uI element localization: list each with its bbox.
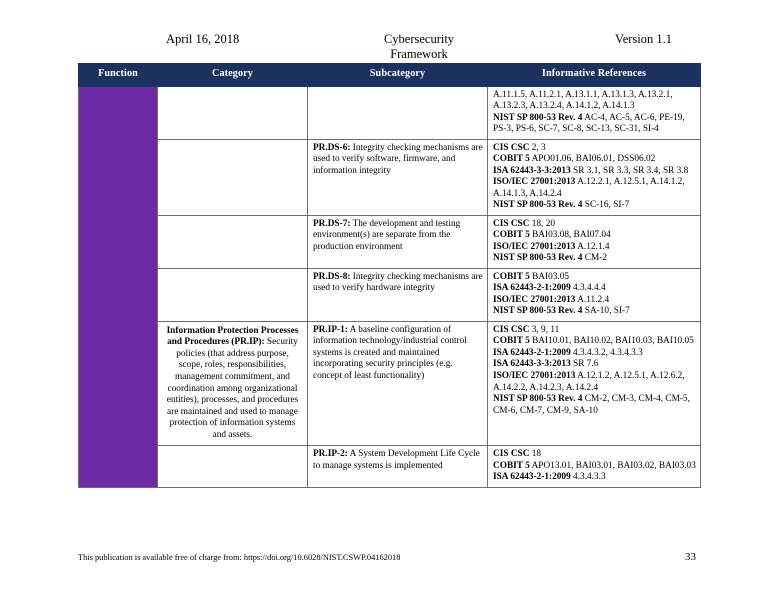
subcategory-cell: PR.DS-7: The development and testing environment(s) are separate from the production environment (308, 215, 488, 268)
category-cell (158, 86, 308, 139)
page-footer (78, 551, 700, 563)
table-row (79, 321, 701, 445)
reference-line: NIST SP 800-53 Rev. 4 CM-2, CM-3, CM-4, CM-5, CM-6, CM-7, CM-9, SA-10 (493, 394, 690, 416)
subcategory-id: PR.DS-8: (313, 271, 351, 282)
reference-standard: CIS CSC (493, 218, 530, 229)
category-id: Information Protection Processes and Procedures (PR.IP): (166, 325, 299, 348)
reference-line: ISA 62443-2-1:2009 4.3.4.3.2, 4.3.4.3.3 (493, 347, 643, 358)
reference-line: NIST SP 800-53 Rev. 4 SA-10, SI-7 (493, 306, 630, 317)
category-cell (158, 139, 308, 215)
subcategory-cell: PR.DS-8: Integrity checking mechanisms are used to verify hardware integrity (308, 268, 488, 321)
reference-line: COBIT 5 APO13.01, BAI03.01, BAI03.02, BAI03.03 (493, 460, 696, 471)
function-cell-protect (79, 86, 158, 487)
subcategory-cell (308, 86, 488, 139)
table-row (79, 446, 701, 488)
reference-line: A.11.1.5, A.11.2.1, A.13.1.1, A.13.1.3, A.13.2.1, A.13.2.3, A.13.2.4, A.14.1.2, A.14.1.3 (493, 89, 673, 112)
reference-standard: NIST SP 800-53 Rev. 4 (493, 306, 583, 317)
table-row (79, 268, 701, 321)
informative-references-cell (488, 86, 701, 139)
reference-line: ISA 62443-3-3:2013 SR 7.6 (493, 359, 599, 370)
cybersecurity-framework-table (78, 63, 701, 488)
reference-line: NIST SP 800-53 Rev. 4 AC-4, AC-5, AC-6, PE-19, PS-3, PS-6, SC-7, SC-8, SC-13, SC-31, SI-4 (493, 112, 685, 135)
table-row (79, 86, 701, 139)
reference-standard: ISA 62443-3-3:2013 (493, 165, 571, 176)
table-body (79, 86, 701, 487)
column-header-function: Function (79, 64, 158, 87)
table-row (79, 139, 701, 215)
reference-standard: NIST SP 800-53 Rev. 4 (493, 394, 583, 405)
reference-standard: CIS CSC (493, 324, 530, 335)
reference-line: COBIT 5 BAI03.08, BAI07.04 (493, 230, 611, 241)
reference-standard: ISA 62443-3-3:2013 (493, 359, 571, 370)
column-header-category: Category (158, 64, 308, 87)
running-head (78, 32, 700, 61)
category-cell (158, 268, 308, 321)
reference-standard: COBIT 5 (493, 230, 530, 241)
subcategory-cell: PR.DS-6: Integrity checking mechanisms are used to verify software, firmware, and information integrity (308, 139, 488, 215)
column-header-subcategory: Subcategory (308, 64, 488, 87)
reference-line: CIS CSC 18 (493, 449, 542, 460)
reference-line: ISO/IEC 27001:2013 A.12.1.2, A.12.5.1, A.12.6.2, A.14.2.2, A.14.2.3, A.14.2.4 (493, 370, 685, 393)
reference-standard: ISO/IEC 27001:2013 (493, 294, 576, 305)
reference-line: COBIT 5 BAI03.05 (493, 271, 570, 282)
table-row (79, 215, 701, 268)
column-header-references: Informative References (488, 64, 701, 87)
subcategory-cell: PR.IP-1: A baseline configuration of information technology/industrial control systems is created and maintained incorporating security principles (e.g. concept of least functionality) (308, 321, 488, 445)
subcategory-id: PR.DS-6: (313, 142, 351, 153)
subcategory-id: PR.IP-2: (313, 449, 348, 460)
category-cell (158, 215, 308, 268)
subcategory-id: PR.IP-1: (313, 324, 348, 335)
reference-line: CIS CSC 2, 3 (493, 142, 546, 153)
reference-standard: COBIT 5 (493, 271, 530, 282)
reference-line: CIS CSC 3, 9, 11 (493, 324, 560, 335)
running-head-date: April 16, 2018 (166, 32, 240, 46)
subcategory-cell: PR.IP-2: A System Development Life Cycle to manage systems is implemented (308, 446, 488, 488)
reference-standard: COBIT 5 (493, 460, 530, 471)
footer-doi-note: This publication is available free of charge from: https://doi.org/10.6028/NIST.CSWP.04162018 (78, 553, 401, 562)
reference-standard: ISA 62443-2-1:2009 (493, 347, 571, 358)
informative-references-cell (488, 446, 701, 488)
reference-standard: COBIT 5 (493, 154, 530, 165)
reference-standard: ISO/IEC 27001:2013 (493, 370, 576, 381)
reference-standard: CIS CSC (493, 142, 530, 153)
running-head-title: Cybersecurity Framework (383, 32, 455, 61)
table-header-row (79, 64, 701, 87)
reference-standard: ISO/IEC 27001:2013 (493, 177, 576, 188)
reference-standard: ISO/IEC 27001:2013 (493, 241, 576, 252)
reference-line: NIST SP 800-53 Rev. 4 SC-16, SI-7 (493, 200, 630, 211)
reference-standard: ISA 62443-2-1:2009 (493, 283, 571, 294)
reference-line: COBIT 5 BAI10.01, BAI10.02, BAI10.03, BAI10.05 (493, 336, 694, 347)
category-cell (158, 446, 308, 488)
running-head-version: Version 1.1 (615, 32, 672, 46)
reference-line: COBIT 5 APO01.06, BAI06.01, DSS06.02 (493, 154, 656, 165)
reference-standard: CIS CSC (493, 449, 530, 460)
reference-line: ISA 62443-2-1:2009 4.3.4.3.3 (493, 472, 606, 483)
reference-standard: ISA 62443-2-1:2009 (493, 472, 571, 483)
footer-page-number: 33 (685, 551, 696, 563)
informative-references-cell (488, 268, 701, 321)
reference-standard: NIST SP 800-53 Rev. 4 (493, 112, 583, 123)
reference-standard: NIST SP 800-53 Rev. 4 (493, 253, 583, 264)
reference-line: ISA 62443-3-3:2013 SR 3.1, SR 3.3, SR 3.4, SR 3.8 (493, 165, 689, 176)
subcategory-id: PR.DS-7: (313, 218, 351, 229)
reference-line: ISA 62443-2-1:2009 4.3.4.4.4 (493, 283, 606, 294)
reference-line: ISO/IEC 27001:2013 A.12.1.4 (493, 241, 610, 252)
informative-references-cell (488, 321, 701, 445)
reference-standard: COBIT 5 (493, 336, 530, 347)
informative-references-cell (488, 139, 701, 215)
category-cell: Information Protection Processes and Procedures (PR.IP): Security policies (that address purpose, scope, roles, responsibilities, management commitment, and coordination among organizational entities), processes, and procedures are maintained and used to manage protection of information systems and assets. (158, 321, 308, 445)
reference-standard: NIST SP 800-53 Rev. 4 (493, 200, 583, 211)
reference-line: CIS CSC 18, 20 (493, 218, 556, 229)
reference-line: ISO/IEC 27001:2013 A.11.2.4 (493, 294, 610, 305)
reference-line: NIST SP 800-53 Rev. 4 CM-2 (493, 253, 608, 264)
informative-references-cell (488, 215, 701, 268)
reference-line: ISO/IEC 27001:2013 A.12.2.1, A.12.5.1, A.14.1.2, A.14.1.3, A.14.2.4 (493, 177, 685, 199)
